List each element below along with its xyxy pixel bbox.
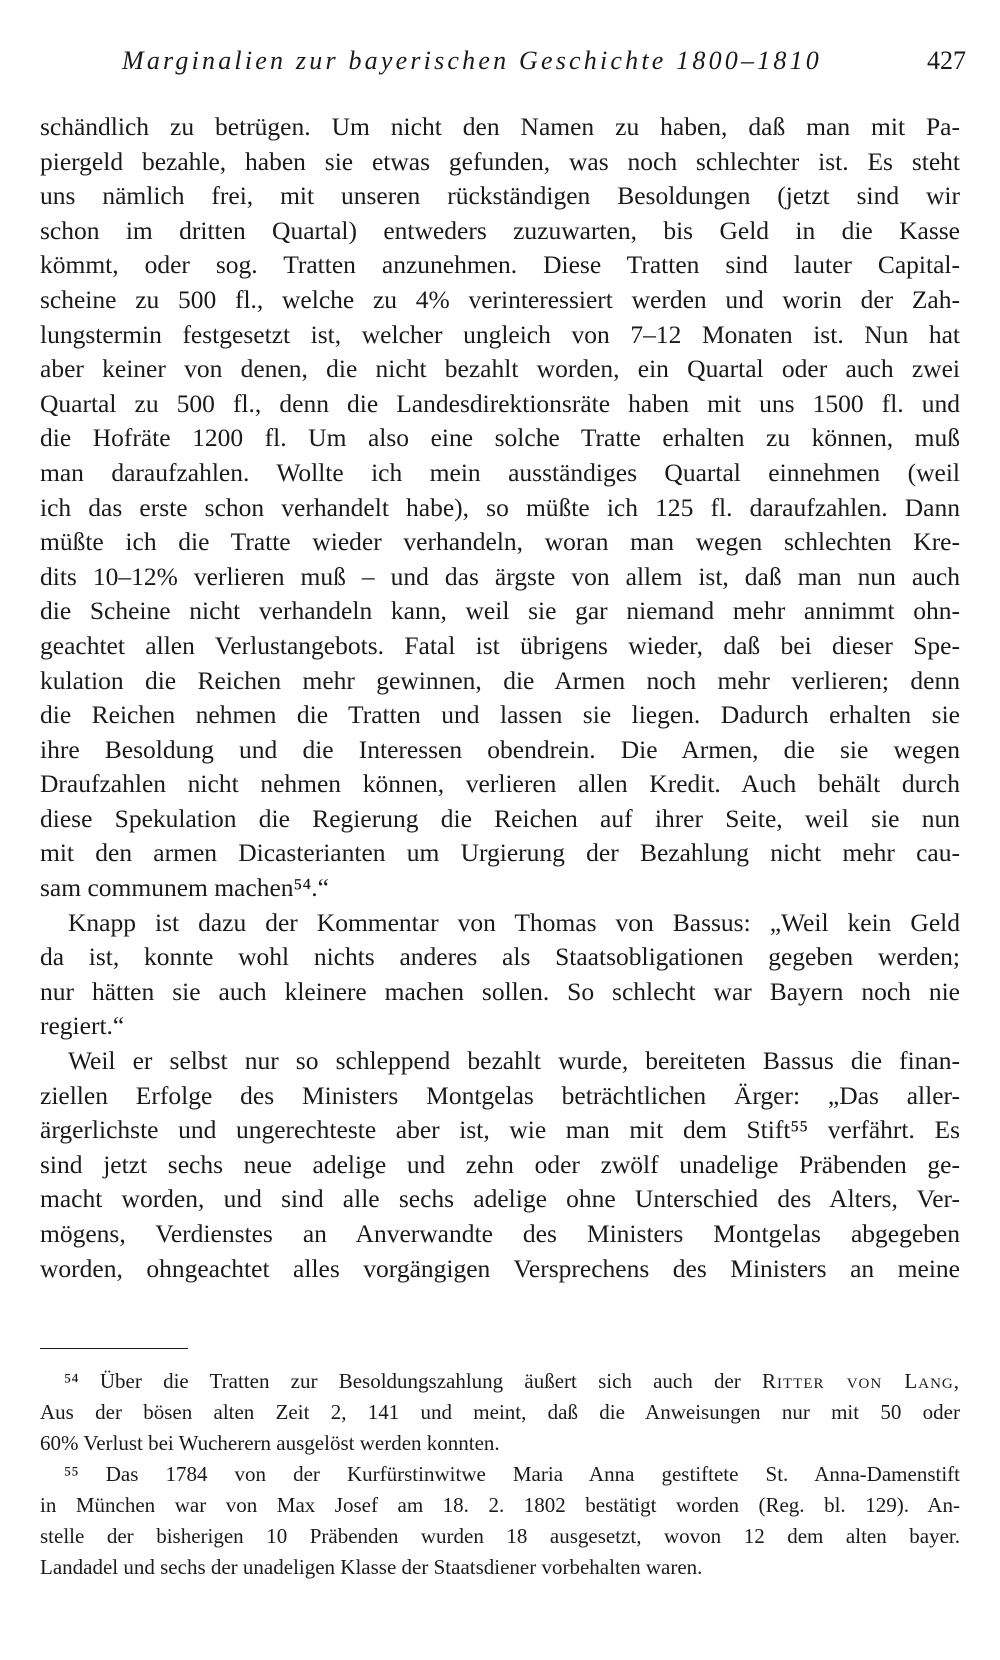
text-line: ihre Besoldung und die Interessen obendrein. Die Armen, die sie wegen — [40, 734, 960, 764]
text-line: kömmt, oder sog. Tratten anzunehmen. Diese Tratten sind lauter Capital- — [40, 250, 960, 280]
text-line: kulation die Reichen mehr gewinnen, die Armen noch mehr verlieren; denn — [40, 665, 960, 695]
footnote-separator — [40, 1348, 188, 1349]
footnote-54-line: 60% Verlust bei Wucherern ausgelöst werden konnten. — [40, 1431, 500, 1455]
text-line-paragraph-start: Knapp ist dazu der Kommentar von Thomas von Bassus: „Weil kein Geld — [68, 907, 960, 937]
footnote-55-line: stelle der bisherigen 10 Präbenden wurden 18 ausgesetzt, wovon 12 dem alten bayer. — [40, 1524, 960, 1548]
footnote-54-author: Ritter von Lang, — [762, 1369, 960, 1393]
footnote-54-line: Aus der bösen alten Zeit 2, 141 und meint, daß die Anweisungen nur mit 50 oder — [40, 1400, 960, 1424]
footnote-55-marker: ⁵⁵ — [64, 1462, 79, 1486]
text-line: worden, ohngeachtet alles vorgängigen Versprechens des Ministers an meine — [40, 1253, 960, 1283]
text-line: dits 10–12% verlieren muß – und das ärgste von allem ist, daß man nun auch — [40, 561, 960, 591]
text-line: ich das erste schon verhandelt habe), so müßte ich 125 fl. daraufzahlen. Dann — [40, 492, 960, 522]
footnote-55-line: Landadel und sechs der unadeligen Klasse der Staatsdiener vorbehalten waren. — [40, 1555, 703, 1579]
text-line: macht worden, und sind alle sechs adelige ohne Unterschied des Alters, Ver- — [40, 1184, 960, 1214]
body-text — [40, 110, 960, 1286]
footnote-55-line: in München war von Max Josef am 18. 2. 1802 bestätigt worden (Reg. bl. 129). An- — [40, 1493, 960, 1517]
text-line: piergeld bezahle, haben sie etwas gefunden, was noch schlechter ist. Es steht — [40, 146, 960, 176]
footnote-55-text: Das 1784 von der Kurfürstinwitwe Maria Anna gestiftete St. Anna-Damenstift — [105, 1462, 960, 1486]
text-line: da ist, konnte wohl nichts anderes als Staatsobligationen gegeben werden; — [40, 942, 960, 972]
text-line: schon im dritten Quartal) entweders zuzuwarten, bis Geld in die Kasse — [40, 215, 960, 245]
page-header — [44, 42, 966, 82]
text-line-paragraph-end: regiert.“ — [40, 1011, 125, 1041]
text-line-paragraph-start: Weil er selbst nur so schleppend bezahlt wurde, bereiteten Bassus die finan- — [68, 1046, 960, 1076]
text-line: mit den armen Dicasterianten um Urgierung der Bezahlung nicht mehr cau- — [40, 838, 960, 868]
running-title: Marginalien zur bayerischen Geschichte 1800–1810 — [122, 46, 822, 75]
footnote-54-marker: ⁵⁴ — [64, 1369, 79, 1393]
text-line: lungstermin festgesetzt ist, welcher ungleich von 7–12 Monaten ist. Nun hat — [40, 319, 960, 349]
text-line: schändlich zu betrügen. Um nicht den Namen zu haben, daß man mit Pa- — [40, 112, 960, 141]
text-line: Quartal zu 500 fl., denn die Landesdirektionsräte haben mit uns 1500 fl. und — [40, 388, 960, 418]
text-line: uns nämlich frei, mit unseren rückständigen Besoldungen (jetzt sind wir — [40, 181, 960, 211]
text-line: ärgerlichste und ungerechteste aber ist, wie man mit dem Stift⁵⁵ verfährt. Es — [40, 1115, 960, 1145]
text-line: sind jetzt sechs neue adelige und zehn oder zwölf unadelige Präbenden ge- — [40, 1149, 960, 1179]
text-line: die Reichen nehmen die Tratten und lassen sie liegen. Dadurch erhalten sie — [40, 700, 960, 730]
text-line: die Scheine nicht verhandeln kann, weil sie gar niemand mehr annimmt ohn- — [40, 596, 960, 626]
footnotes — [40, 1366, 960, 1583]
text-line: die Hofräte 1200 fl. Um also eine solche Tratte erhalten zu können, muß — [40, 423, 960, 453]
footnote-54-line — [40, 1366, 960, 1397]
text-line: diese Spekulation die Regierung die Reichen auf ihrer Seite, weil sie nun — [40, 803, 960, 833]
text-line: Draufzahlen nicht nehmen können, verlieren allen Kredit. Auch behält durch — [40, 769, 960, 799]
text-line: müßte ich die Tratte wieder verhandeln, woran man wegen schlechten Kre- — [40, 527, 960, 557]
text-line: ziellen Erfolge des Ministers Montgelas beträchtlichen Ärger: „Das aller- — [40, 1080, 960, 1110]
text-line: man daraufzahlen. Wollte ich mein ausständiges Quartal einnehmen (weil — [40, 457, 960, 487]
text-line: aber keiner von denen, die nicht bezahlt worden, ein Quartal oder auch zwei — [40, 354, 960, 384]
footnote-55-line — [40, 1459, 960, 1490]
text-line: mögens, Verdienstes an Anverwandte des Ministers Montgelas abgegeben — [40, 1219, 960, 1248]
text-line-paragraph-end: sam communem machen⁵⁴.“ — [40, 873, 329, 903]
text-line: scheine zu 500 fl., welche zu 4% verinteressiert werden und worin der Zah- — [40, 284, 960, 314]
text-line: nur hätten sie auch kleinere machen sollen. So schlecht war Bayern noch nie — [40, 976, 960, 1006]
footnote-54-text: Über die Tratten zur Besoldungszahlung äußert sich auch der — [99, 1369, 741, 1393]
text-line: geachtet allen Verlustangebots. Fatal ist übrigens wieder, daß bei dieser Spe- — [40, 630, 960, 660]
page-number: 427 — [927, 46, 966, 75]
